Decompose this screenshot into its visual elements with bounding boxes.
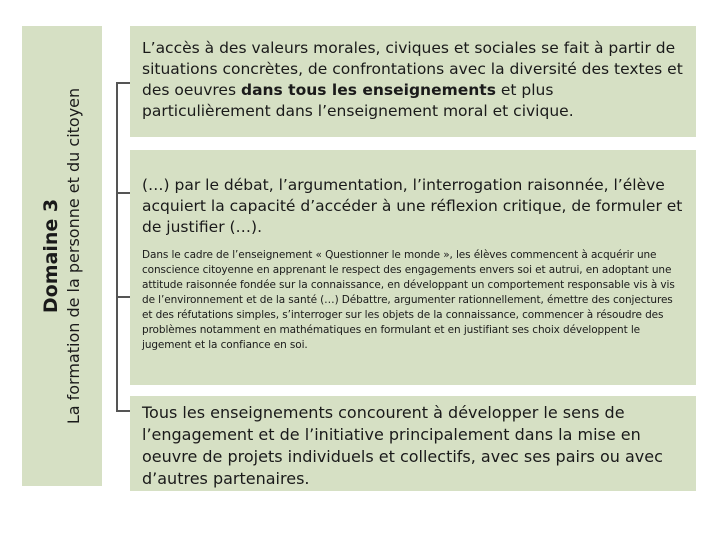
card-text-emphasis: dans tous les enseignements <box>240 81 496 99</box>
connector-tick <box>118 82 130 84</box>
text-card-questionner-le-monde <box>130 241 696 385</box>
text-card-engagement <box>130 396 696 491</box>
connector-tick <box>118 192 130 194</box>
connector-tick <box>118 410 130 412</box>
domain-side-panel <box>22 26 102 486</box>
card-text <box>142 38 686 122</box>
card-text: Tous les enseignements concourent à développer le sens de l’engagement et de l’initiative principalement dans la mise en oeuvre de projets individuels et collectifs, avec ses pairs ou avec d’autres partenaires. <box>142 403 663 488</box>
card-text: Dans le cadre de l’enseignement « Questionner le monde », les élèves commencent à acquérir une conscience citoyenne en apprenant le respect des engagements envers soi et autrui, en adoptant une attitude raisonnée fondée sur la connaissance, en développant un comportement responsable vis à vis de l’environnement et de la santé (…) Débattre, argumenter rationnellement, émettre des conjectures et des réfutations simples, s’interroger sur les objets de la connaissance, commencer à résoudre des problèmes notamment en mathématiques en formulant et en justifiant ses choix développent le jugement et la confiance en soi. <box>142 249 675 351</box>
domain-heading <box>40 26 84 486</box>
card-text-part: et plus particulièrement dans l’enseignement moral et civique. <box>142 81 574 120</box>
domain-subtitle: La formation de la personne et du citoyen <box>63 87 83 425</box>
connector-tick <box>118 296 130 298</box>
text-card-values <box>130 26 696 137</box>
domain-title: Domaine 3 <box>40 198 63 314</box>
card-text-part: L’accès à des valeurs morales, civiques et sociales se fait à partir de situations concrètes, de confrontations avec la diversité des textes et des oeuvres <box>142 39 683 99</box>
card-text: (…) par le débat, l’argumentation, l’interrogation raisonnée, l’élève acquiert la capacité d’accéder à une réflexion critique, de formuler et de justifier (…). <box>142 176 683 236</box>
